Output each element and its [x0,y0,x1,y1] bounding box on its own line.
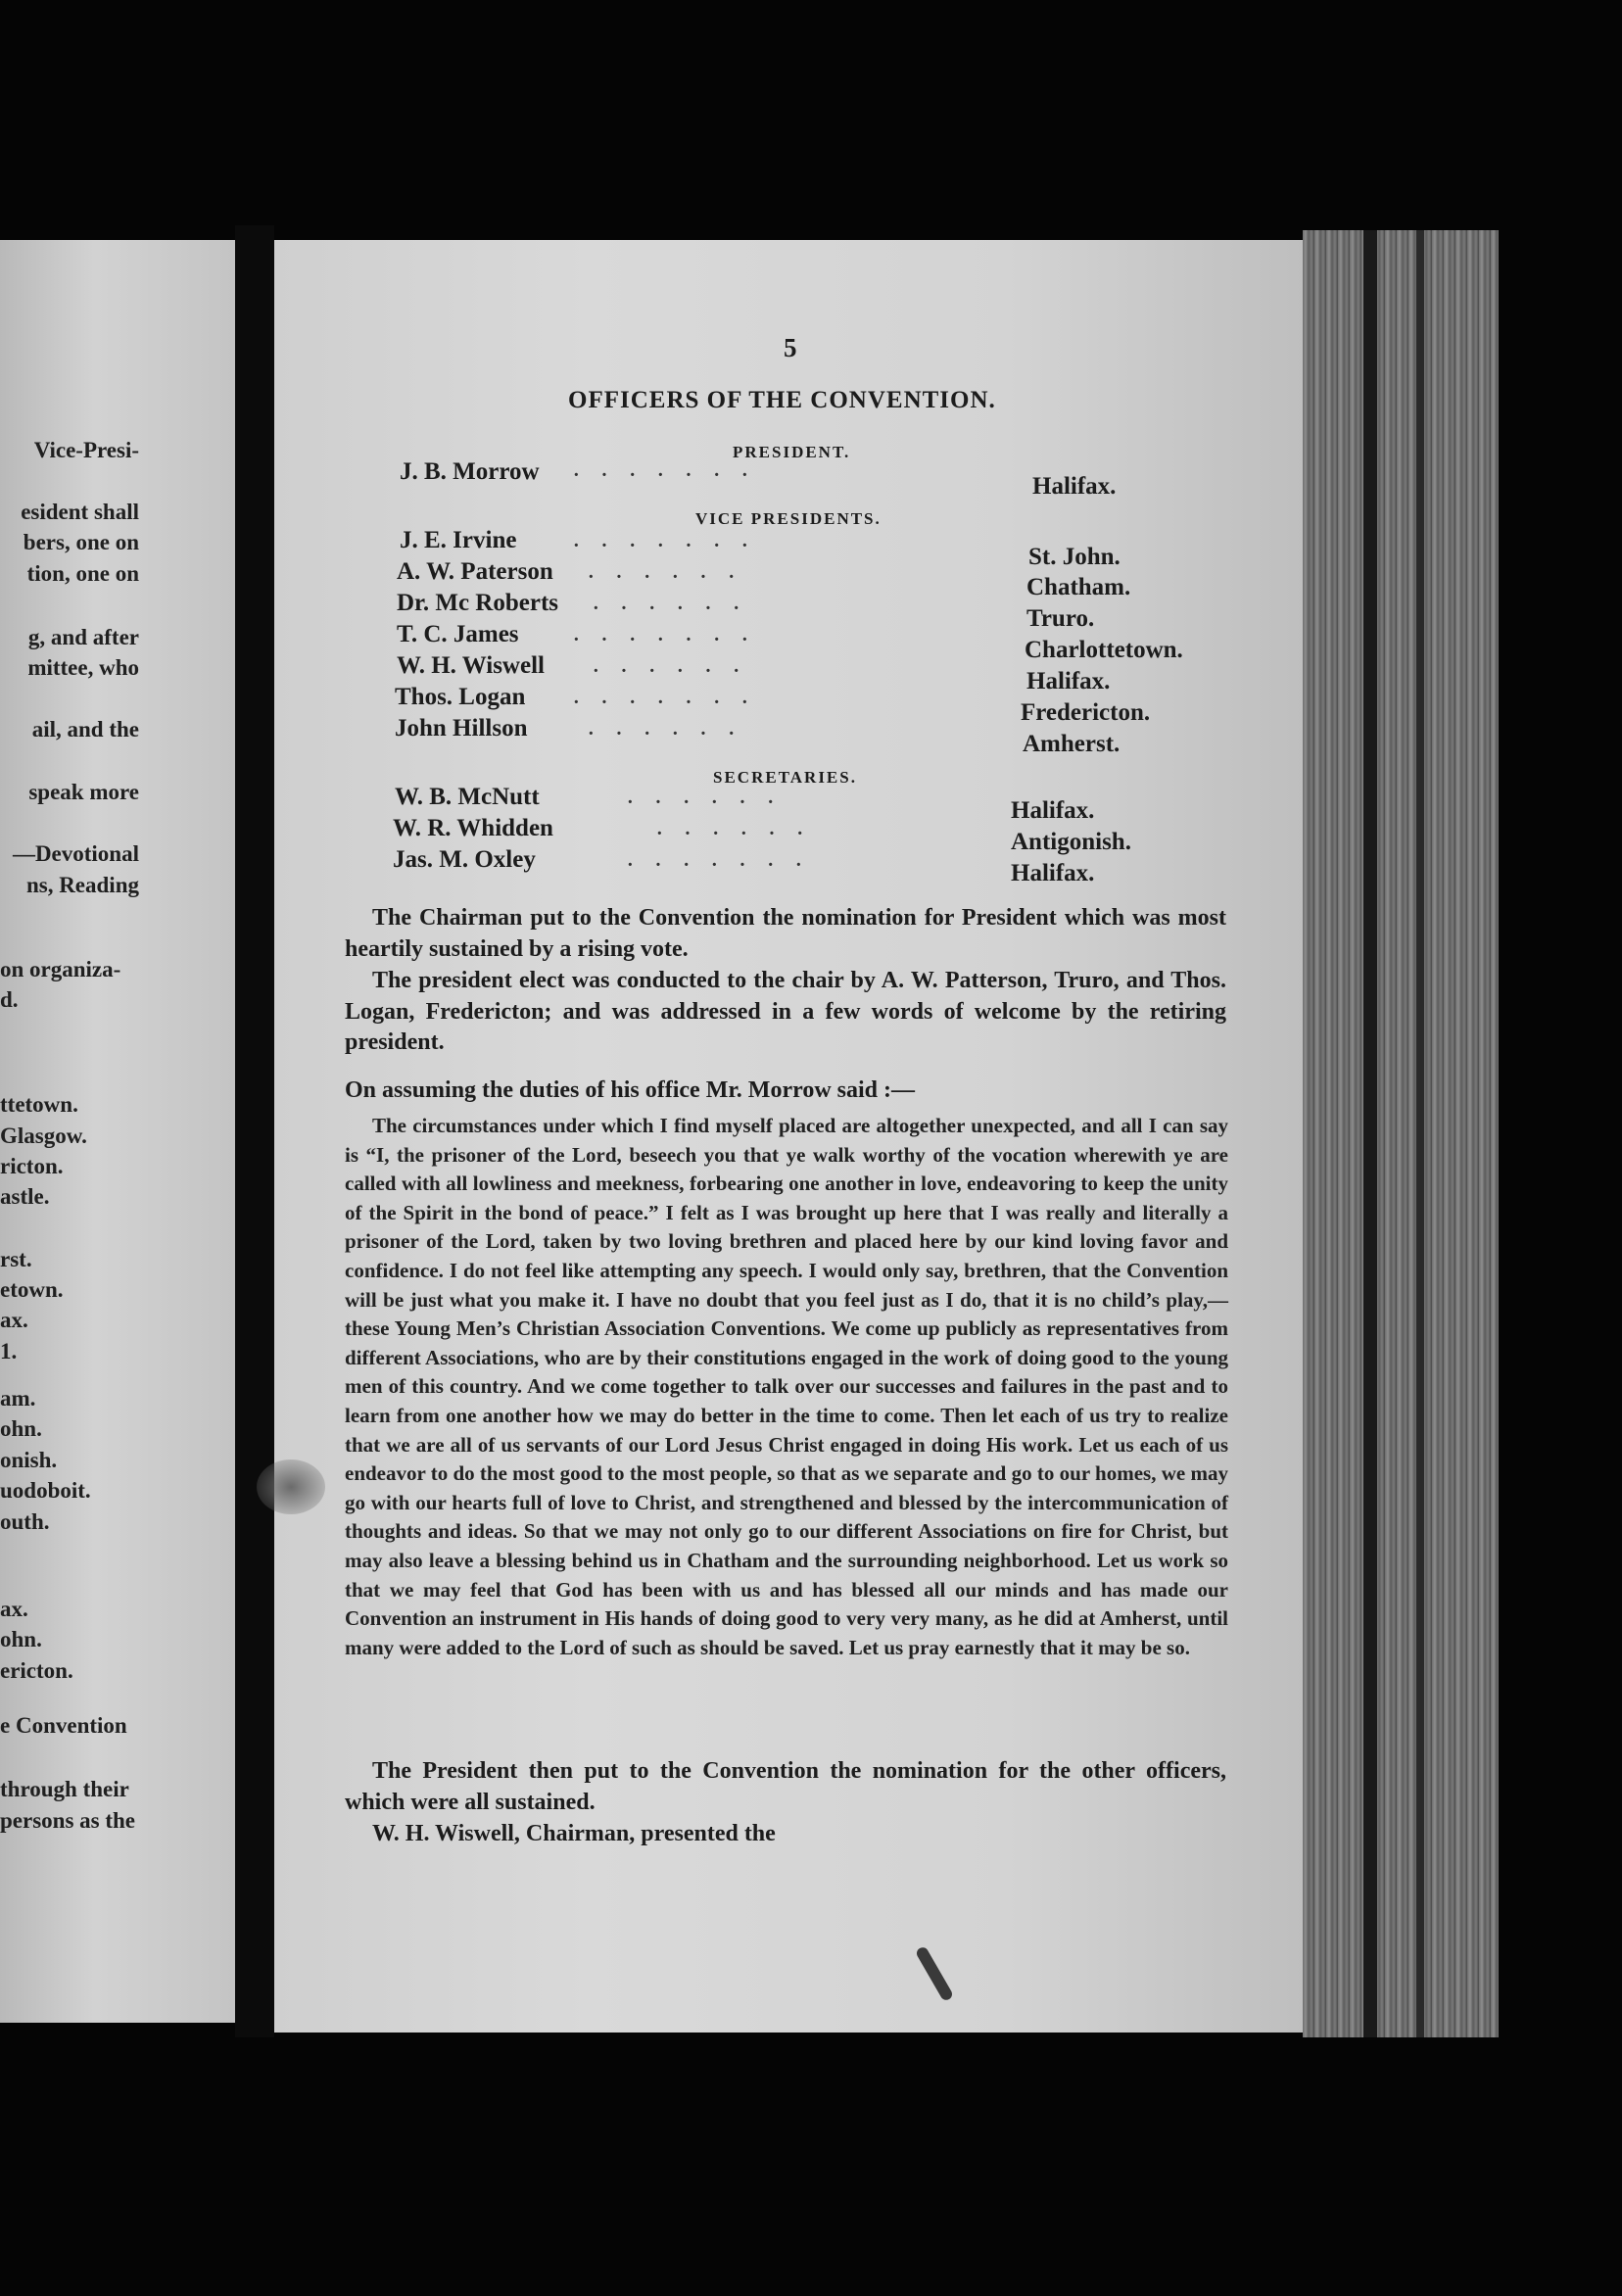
officer-place: St. John. [1028,544,1121,570]
left-fragment: Vice-Presi- [33,438,139,462]
secretaries-heading: SECRETARIES. [713,768,857,787]
dot-leader: ······ [588,723,757,744]
officer-name: J. B. Morrow [400,458,540,485]
left-fragment: ax. [0,1308,28,1332]
officer-name: W. H. Wiswell [397,652,545,679]
officer-place: Halifax. [1032,473,1117,500]
dot-leader: ······ [627,791,796,813]
officer-place: Fredericton. [1021,699,1151,726]
officer-name: Dr. Mc Roberts [397,590,559,616]
left-fragment: Glasgow. [0,1124,87,1148]
left-fragment: astle. [0,1184,50,1209]
dot-leader: ······· [573,464,770,486]
smudge-mark [257,1459,325,1514]
paragraph-other-officers: The President then put to the Convention the nomination for the other officers, which were all sustained. [345,1758,1226,1815]
left-fragment: mittee, who [27,655,139,680]
left-fragment: through their [0,1777,129,1801]
left-fragment: on organiza- [0,957,121,981]
left-fragment: tion, one on [26,561,139,586]
president-heading: PRESIDENT. [733,443,851,461]
paragraph-president-elect: The president elect was conducted to the chair by A. W. Patterson, Truro, and Thos. Logan, Fredericton; and was addressed in a few words of welcome by the retiring president. [345,968,1226,1055]
left-fragment: am. [0,1386,36,1411]
page-edges [1303,230,1499,2037]
dot-leader: ······· [573,535,770,556]
left-fragment: persons as the [0,1808,136,1833]
left-fragment: etown. [0,1277,64,1302]
left-fragment: ohn. [0,1416,42,1441]
officer-place: Truro. [1026,605,1095,632]
left-page-fragment [0,240,235,2023]
officer-name: J. E. Irvine [400,527,517,553]
officer-name: W. R. Whidden [393,815,553,841]
dot-leader: ······· [573,629,770,650]
left-fragment: uodoboit. [0,1478,91,1503]
officer-name: W. B. McNutt [395,784,540,810]
book-gutter [235,225,274,2037]
left-fragment: —Devotional [12,841,139,866]
officer-name: T. C. James [397,621,519,647]
left-fragment: ericton. [0,1658,73,1683]
left-fragment: ricton. [0,1154,64,1178]
left-fragment: ohn. [0,1627,42,1651]
dot-leader: ······· [627,854,824,876]
dot-leader: ······ [588,566,757,588]
left-fragment: d. [0,987,19,1012]
officer-place: Halifax. [1011,797,1095,824]
officer-name: Thos. Logan [395,684,526,710]
left-fragment: bers, one on [23,530,139,554]
left-fragment: ttetown. [0,1092,78,1117]
officer-place: Halifax. [1026,668,1111,694]
officer-name: A. W. Paterson [397,558,553,585]
left-fragment: rst. [0,1247,32,1271]
left-fragment: esident shall [21,500,139,524]
page-edge-shadow [1416,230,1424,2037]
speech-text: The circumstances under which I find myself placed are altogether unexpected, and all I can say is “I, the prisoner of the Lord, beseech you that ye walk worthy of the vocation wherewith ye are called with all lowliness and meekness, forbearing one another in love, endeavoring to keep the unity of the Spirit in the bond of peace.” I felt as I was brought up here that I was really and literally a prisoner of the Lord, taken by two loving brethren and placed here by our kind loving favor and confidence. I do not feel like attempting any speech. I would only say, brethren, that the Convention will be just what you make it. I have no doubt that you feel just as I do, that it is no child’s play,—these Young Men’s Christian Association Conventions. We come up publicly as representatives from different Associations, who are by their constitutions engaged in the work of doing good to the young men of this country. And we come together to talk over our successes and failures in the past and to learn from one another how we may do better in the time to come. Then let each of us try to realize that we are all of us servants of our Lord Jesus Christ engaged in doing His work. Let us each of us endeavor to do the most good to the most people, so that as we separate and go to our homes, we may go with our hearts full of love to Christ, and strengthened and blessed by the intercommunication of thoughts and ideas. So that we may not only go to our different Associations on fire for Christ, but may also leave a blessing behind us in Chatham and the surrounding neighborhood. Let us work so that we may feel that God has been with us and has blessed all our minds and has made our Convention an instrument in His hands of doing good to very very many, as he did at Amherst, until many were added to the Lord of such as should be saved. Let us pray earnestly that it may be so. [345,1114,1228,1659]
officer-name: Jas. M. Oxley [393,846,536,873]
officer-place: Amherst. [1023,731,1121,757]
officer-place: Chatham. [1026,574,1131,600]
dot-leader: ······ [593,660,762,682]
vice-presidents-heading: VICE PRESIDENTS. [695,509,882,528]
paragraph-nomination: The Chairman put to the Convention the nomination for President which was most heartily sustained by a rising vote. [345,905,1226,962]
paragraph-wiswell: W. H. Wiswell, Chairman, presented the [372,1821,776,1846]
left-fragment: ns, Reading [25,873,139,897]
left-fragment: e Convention [0,1713,127,1738]
dot-leader: ······· [573,692,770,713]
paragraph-assuming-duties: On assuming the duties of his office Mr. Morrow said :— [345,1077,915,1103]
officer-place: Antigonish. [1011,829,1131,855]
left-fragment: speak more [28,780,139,804]
left-fragment: ail, and the [31,717,139,741]
dot-leader: ······ [593,598,762,619]
left-fragment: onish. [0,1448,58,1472]
left-fragment: outh. [0,1509,50,1534]
officer-name: John Hillson [395,715,528,741]
page-number: 5 [784,333,797,362]
left-fragment: g, and after [27,625,139,649]
officer-place: Charlottetown. [1025,637,1183,663]
left-fragment: 1. [0,1339,18,1363]
officer-place: Halifax. [1011,860,1095,886]
dot-leader: ······ [656,823,826,844]
page-edge-shadow [1363,230,1377,2037]
left-fragment: ax. [0,1597,28,1621]
page-title: OFFICERS OF THE CONVENTION. [568,387,996,413]
